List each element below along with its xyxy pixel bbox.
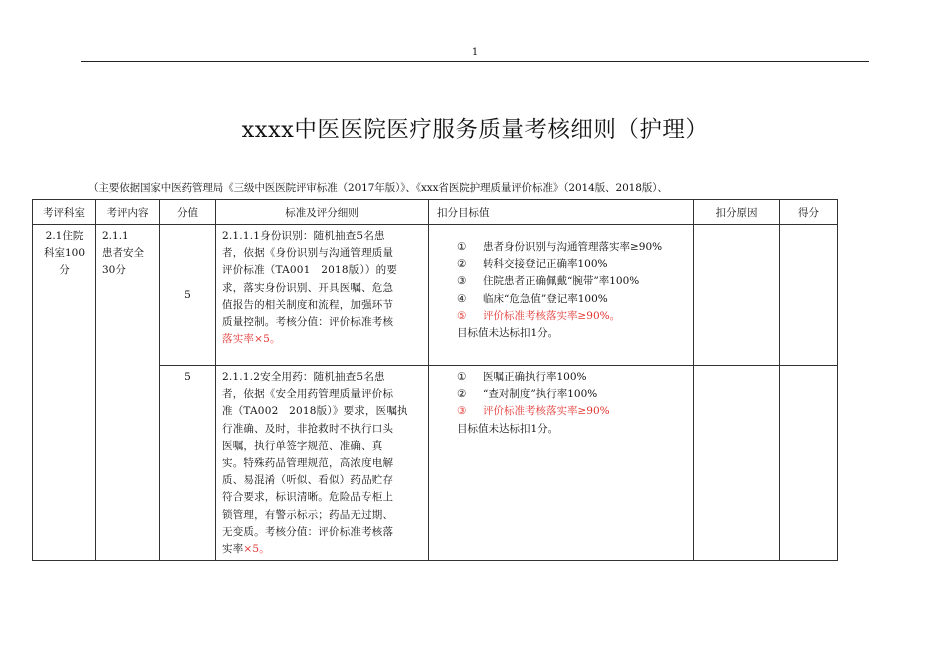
criteria-tail-highlight: ×5。	[243, 543, 270, 556]
content-line: 2.1.1	[102, 230, 129, 242]
criteria-line: 无变质。考核分值：评价标准考核落	[222, 525, 394, 538]
document-title: xxxx中医医院医疗服务质量考核细则（护理）	[241, 117, 709, 143]
target-text: 住院患者正确佩戴“腕带”率100%	[483, 275, 640, 288]
target-text: “查对制度”执行率100%	[483, 388, 598, 401]
criteria-line: 锁管理，有警示标示；药品无过期、	[222, 508, 394, 521]
criteria-cell	[216, 366, 429, 561]
target-text: 转科交接登记正确率100%	[483, 258, 608, 271]
criteria-line: 2.1.1.1身份识别：随机抽查5名患	[222, 230, 385, 242]
header-points: 得分	[780, 200, 838, 225]
content-line: 患者安全	[102, 247, 144, 260]
deduction-reason-cell	[694, 225, 780, 366]
department-line: 分	[59, 264, 70, 277]
points-cell	[780, 366, 838, 561]
criteria-line: 医嘱，执行单签字规范、准确、真	[222, 439, 383, 452]
target-marker: ②	[457, 258, 467, 271]
criteria-line: 者，依据《身份识别与沟通管理质量	[222, 247, 394, 260]
target-text: 临床“危急值”登记率100%	[483, 292, 608, 305]
target-item	[457, 256, 687, 273]
criteria-tail: 实率	[222, 543, 244, 556]
department-line: 科室100	[43, 247, 86, 260]
criteria-line: 行准确、及时，非抢救时不执行口头	[222, 422, 394, 435]
target-marker: ③	[457, 405, 467, 418]
criteria-tail-highlight: 落实率×5。	[222, 333, 281, 346]
header-criteria: 标准及评分细则	[216, 200, 429, 225]
page-number: 1	[471, 47, 479, 58]
target-marker: ④	[457, 292, 467, 305]
target-item	[457, 291, 687, 308]
table-row	[33, 225, 838, 366]
deduction-target-cell	[429, 366, 694, 561]
criteria-line	[222, 541, 423, 558]
target-note: 目标值未达标扣1分。	[457, 422, 559, 435]
target-marker: ①	[457, 371, 467, 383]
score-cell: 5	[160, 225, 216, 366]
table-header-row	[33, 200, 838, 225]
deduction-reason-cell	[694, 366, 780, 561]
header-rule	[81, 61, 869, 62]
deduction-target-cell	[429, 225, 694, 366]
target-marker: ①	[457, 241, 467, 253]
assessment-table	[32, 199, 838, 561]
criteria-line: 准（TA002 2018版）》要求，医嘱执	[222, 405, 408, 418]
criteria-cell	[216, 225, 429, 366]
target-marker: ⑤	[457, 309, 467, 322]
header-deduction-reason: 扣分原因	[694, 200, 780, 225]
target-note: 目标值未达标扣1分。	[457, 327, 559, 340]
content-line: 30分	[102, 264, 126, 277]
target-text: 医嘱正确执行率100%	[483, 371, 587, 383]
criteria-line: 2.1.1.2安全用药：随机抽查5名患	[222, 371, 385, 383]
criteria-line: 实。特殊药品管理规范，高浓度电解	[222, 457, 394, 470]
target-text: 评价标准考核落实率≥90%。	[483, 309, 621, 322]
department-line: 2.1住院	[45, 230, 84, 242]
criteria-line: 求，落实身份识别、开具医嘱、危急	[222, 281, 394, 294]
header-content: 考评内容	[96, 200, 160, 225]
header-deduction-target: 扣分目标值	[429, 200, 694, 225]
header-score: 分值	[160, 200, 216, 225]
header-department: 考评科室	[33, 200, 96, 225]
target-item	[457, 239, 687, 256]
target-text: 患者身份识别与沟通管理落实率≥90%	[483, 241, 663, 253]
criteria-line	[222, 331, 423, 348]
target-item	[457, 386, 687, 403]
criteria-line: 者，依据《安全用药管理质量评价标	[222, 388, 394, 401]
target-marker: ②	[457, 388, 467, 401]
criteria-line: 值报告的相关制度和流程，加强环节	[222, 298, 394, 311]
basis-note: （主要依据国家中医药管理局《三级中医医院评审标准（2017年版）》、《xxx省医院护理质量评价标准》（2014版、2018版）、	[88, 182, 668, 194]
target-item	[457, 273, 687, 290]
department-cell	[33, 225, 96, 561]
criteria-line: 质、易混淆（听似、看似）药品贮存	[222, 474, 394, 487]
criteria-line: 评价标准（TA001 2018版））的要	[222, 264, 398, 277]
content-cell	[96, 225, 160, 561]
criteria-line: 符合要求，标识清晰。危险品专柜上	[222, 491, 394, 504]
target-item	[457, 369, 687, 386]
target-item-highlight	[457, 308, 687, 325]
criteria-line: 质量控制。考核分值：评价标准考核	[222, 316, 394, 329]
score-cell: 5	[160, 366, 216, 561]
points-cell	[780, 225, 838, 366]
target-marker: ③	[457, 275, 467, 288]
target-item-highlight	[457, 403, 687, 420]
target-text: 评价标准考核落实率≥90%	[483, 405, 610, 418]
